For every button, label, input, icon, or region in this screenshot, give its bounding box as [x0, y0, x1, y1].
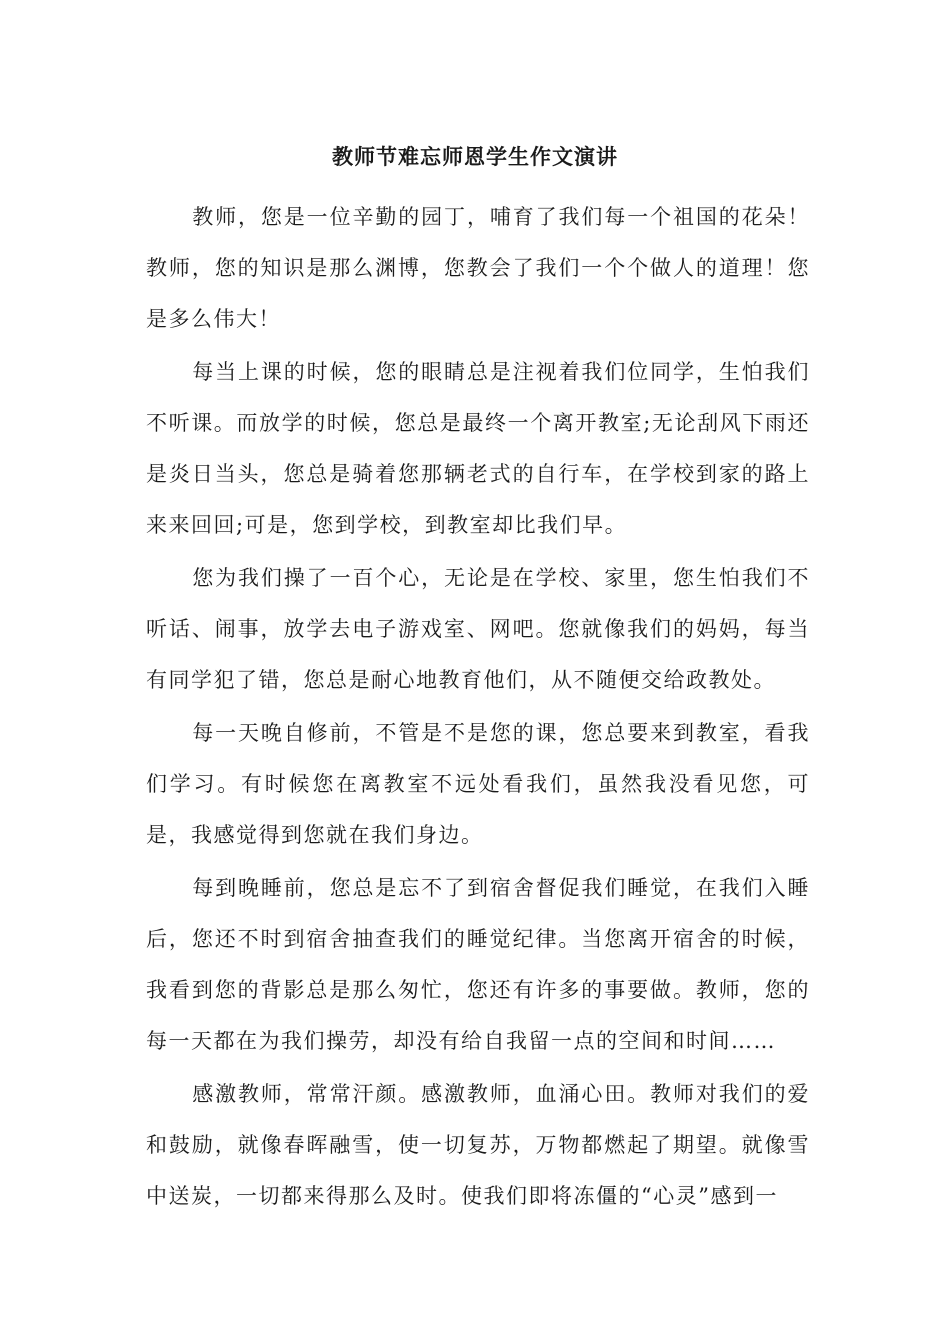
- paragraph: 教师，您是一位辛勤的园丁，哺育了我们每一个祖国的花朵！教师，您的知识是那么渊博，您教会了我们一个个做人的道理！您是多么伟大！: [146, 205, 810, 331]
- paragraph: 每当上课的时候，您的眼睛总是注视着我们位同学，生怕我们不听课。而放学的时候，您总是最终一个离开教室;无论刮风下雨还是炎日当头，您总是骑着您那辆老式的自行车，在学校到家的路上来来回回;可是，您到学校，到教室却比我们早。: [146, 360, 810, 537]
- paragraph: 您为我们操了一百个心，无论是在学校、家里，您生怕我们不听话、闹事，放学去电子游戏室、网吧。您就像我们的妈妈，每当有同学犯了错，您总是耐心地教育他们，从不随便交给政教处。: [146, 566, 810, 692]
- paragraph: 每一天晚自修前，不管是不是您的课，您总要来到教室，看我们学习。有时候您在离教室不远处看我们，虽然我没看见您，可是，我感觉得到您就在我们身边。: [146, 721, 810, 847]
- document-title: 教师节难忘师恩学生作文演讲: [332, 144, 618, 169]
- paragraph: 感激教师，常常汗颜。感激教师，血涌心田。教师对我们的爱和鼓励，就像春晖融雪，使一切复苏，万物都燃起了期望。就像雪中送炭，一切都来得那么及时。使我们即将冻僵的“心灵”感到一: [146, 1082, 810, 1208]
- paragraph: 每到晚睡前，您总是忘不了到宿舍督促我们睡觉，在我们入睡后，您还不时到宿舍抽查我们的睡觉纪律。当您离开宿舍的时候，我看到您的背影总是那么匆忙，您还有许多的事要做。教师，您的每一天都在为我们操劳，却没有给自我留一点的空间和时间……: [146, 876, 810, 1053]
- document-body: [146, 192, 810, 1222]
